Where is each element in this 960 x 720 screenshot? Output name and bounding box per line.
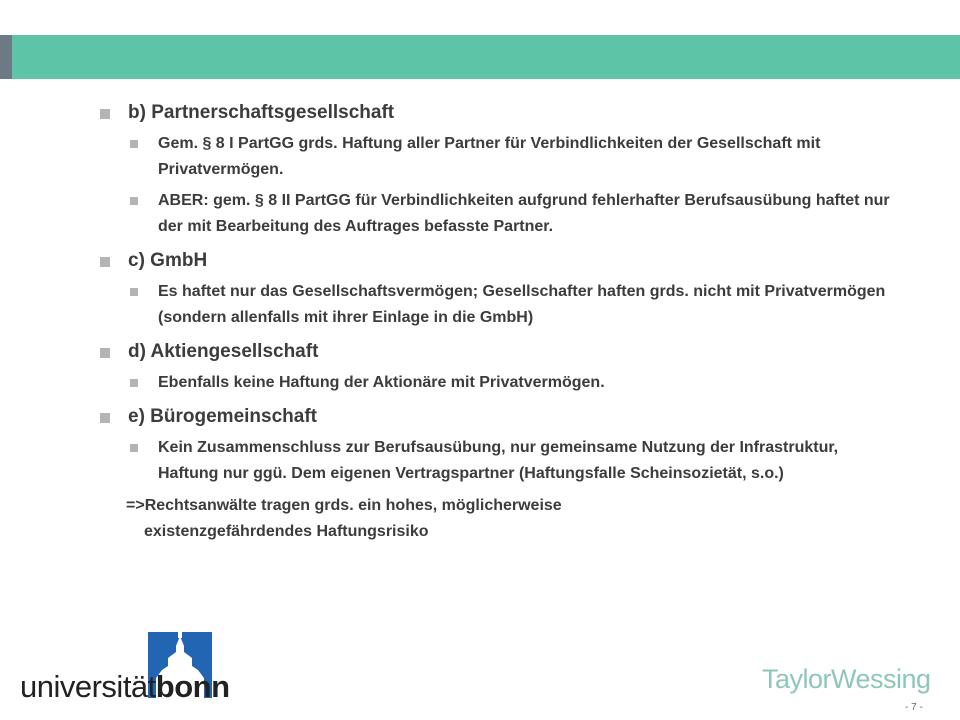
bullet-square — [130, 444, 138, 452]
bullet-square — [100, 257, 110, 267]
section-heading-text: c) GmbH — [128, 250, 208, 271]
header-band — [0, 35, 960, 79]
section-heading-text: b) Partnerschaftsgesellschaft — [128, 102, 395, 123]
bullet-square — [100, 109, 110, 119]
list-item — [100, 188, 900, 240]
list-item-text: Kein Zusammenschluss zur Berufsausübung, nur gemeinsame Nutzung der Infrastruktur, Haftung nur ggü. Dem eigenen Vertragspartner (Haftungsfalle Scheinsozietät, s.o.) — [158, 439, 839, 482]
list-item — [100, 279, 900, 331]
section-heading-text: e) Bürogemeinschaft — [128, 406, 317, 427]
list-item-text: Gem. § 8 I PartGG grds. Haftung aller Partner für Verbindlichkeiten der Gesellschaft mit Privatvermögen. — [158, 135, 821, 178]
list-item — [100, 435, 900, 487]
university-wordmark-regular: universität — [20, 669, 156, 704]
section-heading — [100, 339, 900, 365]
list-item-text: Es haftet nur das Gesellschaftsvermögen; Gesellschafter haften grds. nicht mit Privatvermögen (sondern allenfalls mit ihrer Einlage in die GmbH) — [158, 283, 886, 326]
conclusion-line-2: existenzgefährdendes Haftungsrisiko — [144, 523, 429, 540]
header-accent-bar — [0, 35, 12, 79]
university-bonn-logo — [20, 632, 230, 704]
bullet-square — [100, 413, 110, 423]
slide-content — [100, 100, 900, 545]
conclusion-line-1: =>Rechtsanwälte tragen grds. ein hohes, möglicherweise — [126, 497, 562, 514]
list-item — [100, 370, 900, 396]
taylorwessing-logo: TaylorWessing — [762, 664, 931, 694]
section-heading — [100, 100, 900, 126]
bullet-square — [100, 348, 110, 358]
list-item — [100, 131, 900, 183]
bullet-square — [130, 140, 138, 148]
section-heading — [100, 404, 900, 430]
bullet-square — [130, 288, 138, 296]
bullet-square — [130, 379, 138, 387]
section-heading — [100, 248, 900, 274]
university-wordmark — [20, 670, 230, 704]
page-number: - 7 - — [905, 702, 923, 713]
bullet-square — [130, 197, 138, 205]
list-item-text: Ebenfalls keine Haftung der Aktionäre mit Privatvermögen. — [158, 374, 605, 391]
university-wordmark-bold: bonn — [155, 669, 230, 704]
conclusion-text — [100, 493, 900, 545]
section-heading-text: d) Aktiengesellschaft — [128, 341, 319, 362]
list-item-text: ABER: gem. § 8 II PartGG für Verbindlichkeiten aufgrund fehlerhafter Berufsausübung haftet nur der mit Bearbeitung des Auftrages befasste Partner. — [158, 192, 890, 235]
